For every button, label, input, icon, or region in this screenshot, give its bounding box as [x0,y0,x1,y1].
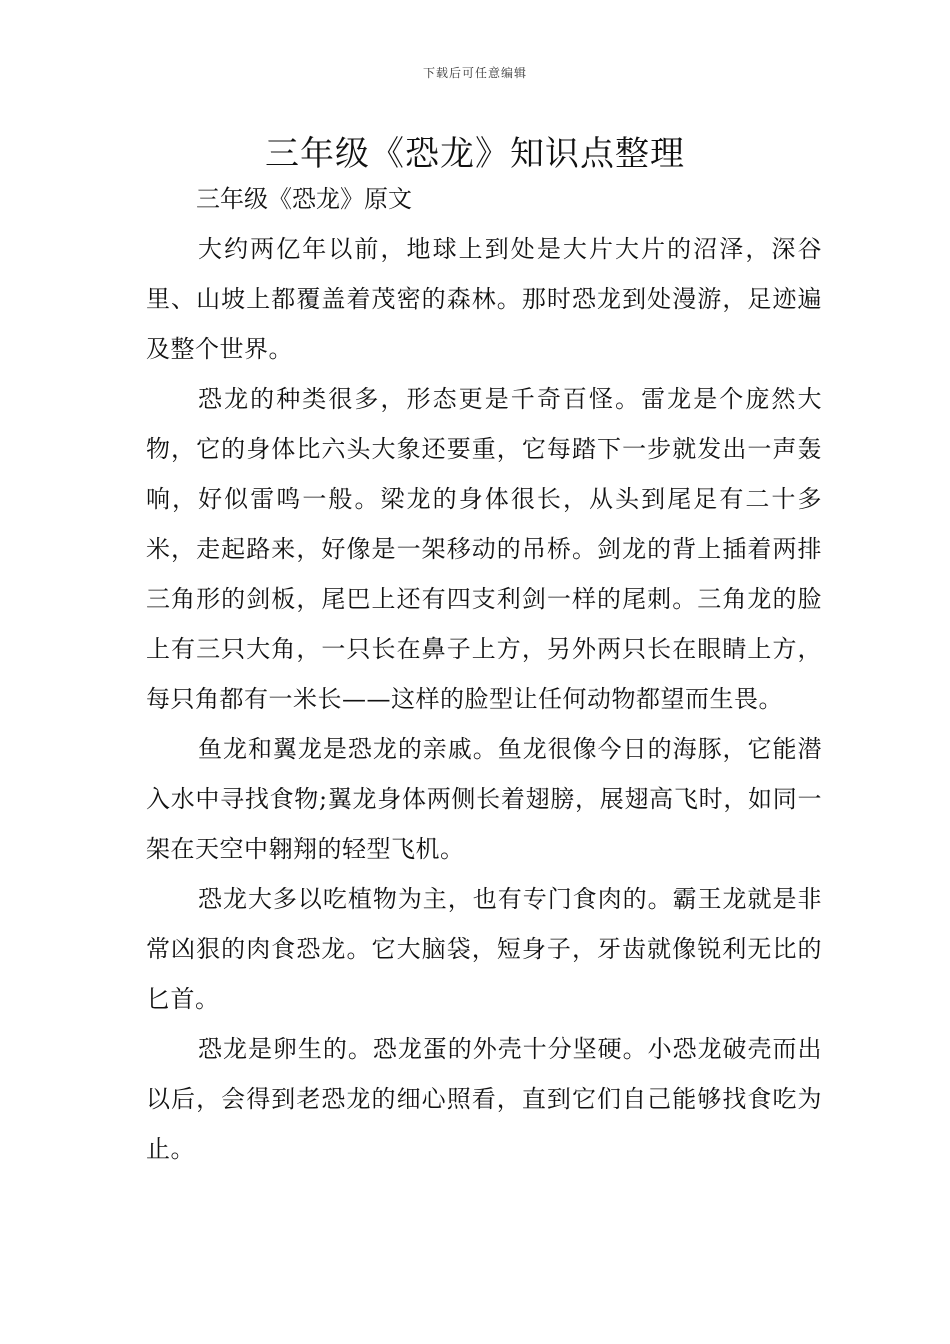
paragraph-4: 恐龙大多以吃植物为主，也有专门食肉的。霸王龙就是非常凶狠的肉食恐龙。它大脑袋，短身子，牙齿就像锐利无比的匕首。 [146,885,822,1013]
paragraph-1: 大约两亿年以前，地球上到处是大片大片的沼泽，深谷里、山坡上都覆盖着茂密的森林。那时恐龙到处漫游，足迹遍及整个世界。 [146,235,822,363]
document-title: 三年级《恐龙》知识点整理 [265,134,685,174]
paragraph-2: 恐龙的种类很多，形态更是千奇百怪。雷龙是个庞然大物，它的身体比六头大象还要重，它每踏下一步就发出一声轰响，好似雷鸣一般。梁龙的身体很长，从头到尾足有二十多米，走起路来，好像是一架移动的吊桥。剑龙的背上插着两排三角形的剑板，尾巴上还有四支利剑一样的尾刺。三角龙的脸上有三只大角，一只长在鼻子上方，另外两只长在眼睛上方，每只角都有一米长——这样的脸型让任何动物都望而生畏。 [146,385,822,713]
subtitle: 三年级《恐龙》原文 [196,185,412,213]
document-body [146,174,822,1174]
paragraph-3: 鱼龙和翼龙是恐龙的亲戚。鱼龙很像今日的海豚，它能潜入水中寻找食物;翼龙身体两侧长着翅膀，展翅高飞时，如同一架在天空中翱翔的轻型飞机。 [146,735,822,863]
paragraph-5: 恐龙是卵生的。恐龙蛋的外壳十分坚硬。小恐龙破壳而出以后，会得到老恐龙的细心照看，直到它们自己能够找食吃为止。 [146,1035,822,1163]
header-note: 下载后可任意编辑 [422,66,527,80]
